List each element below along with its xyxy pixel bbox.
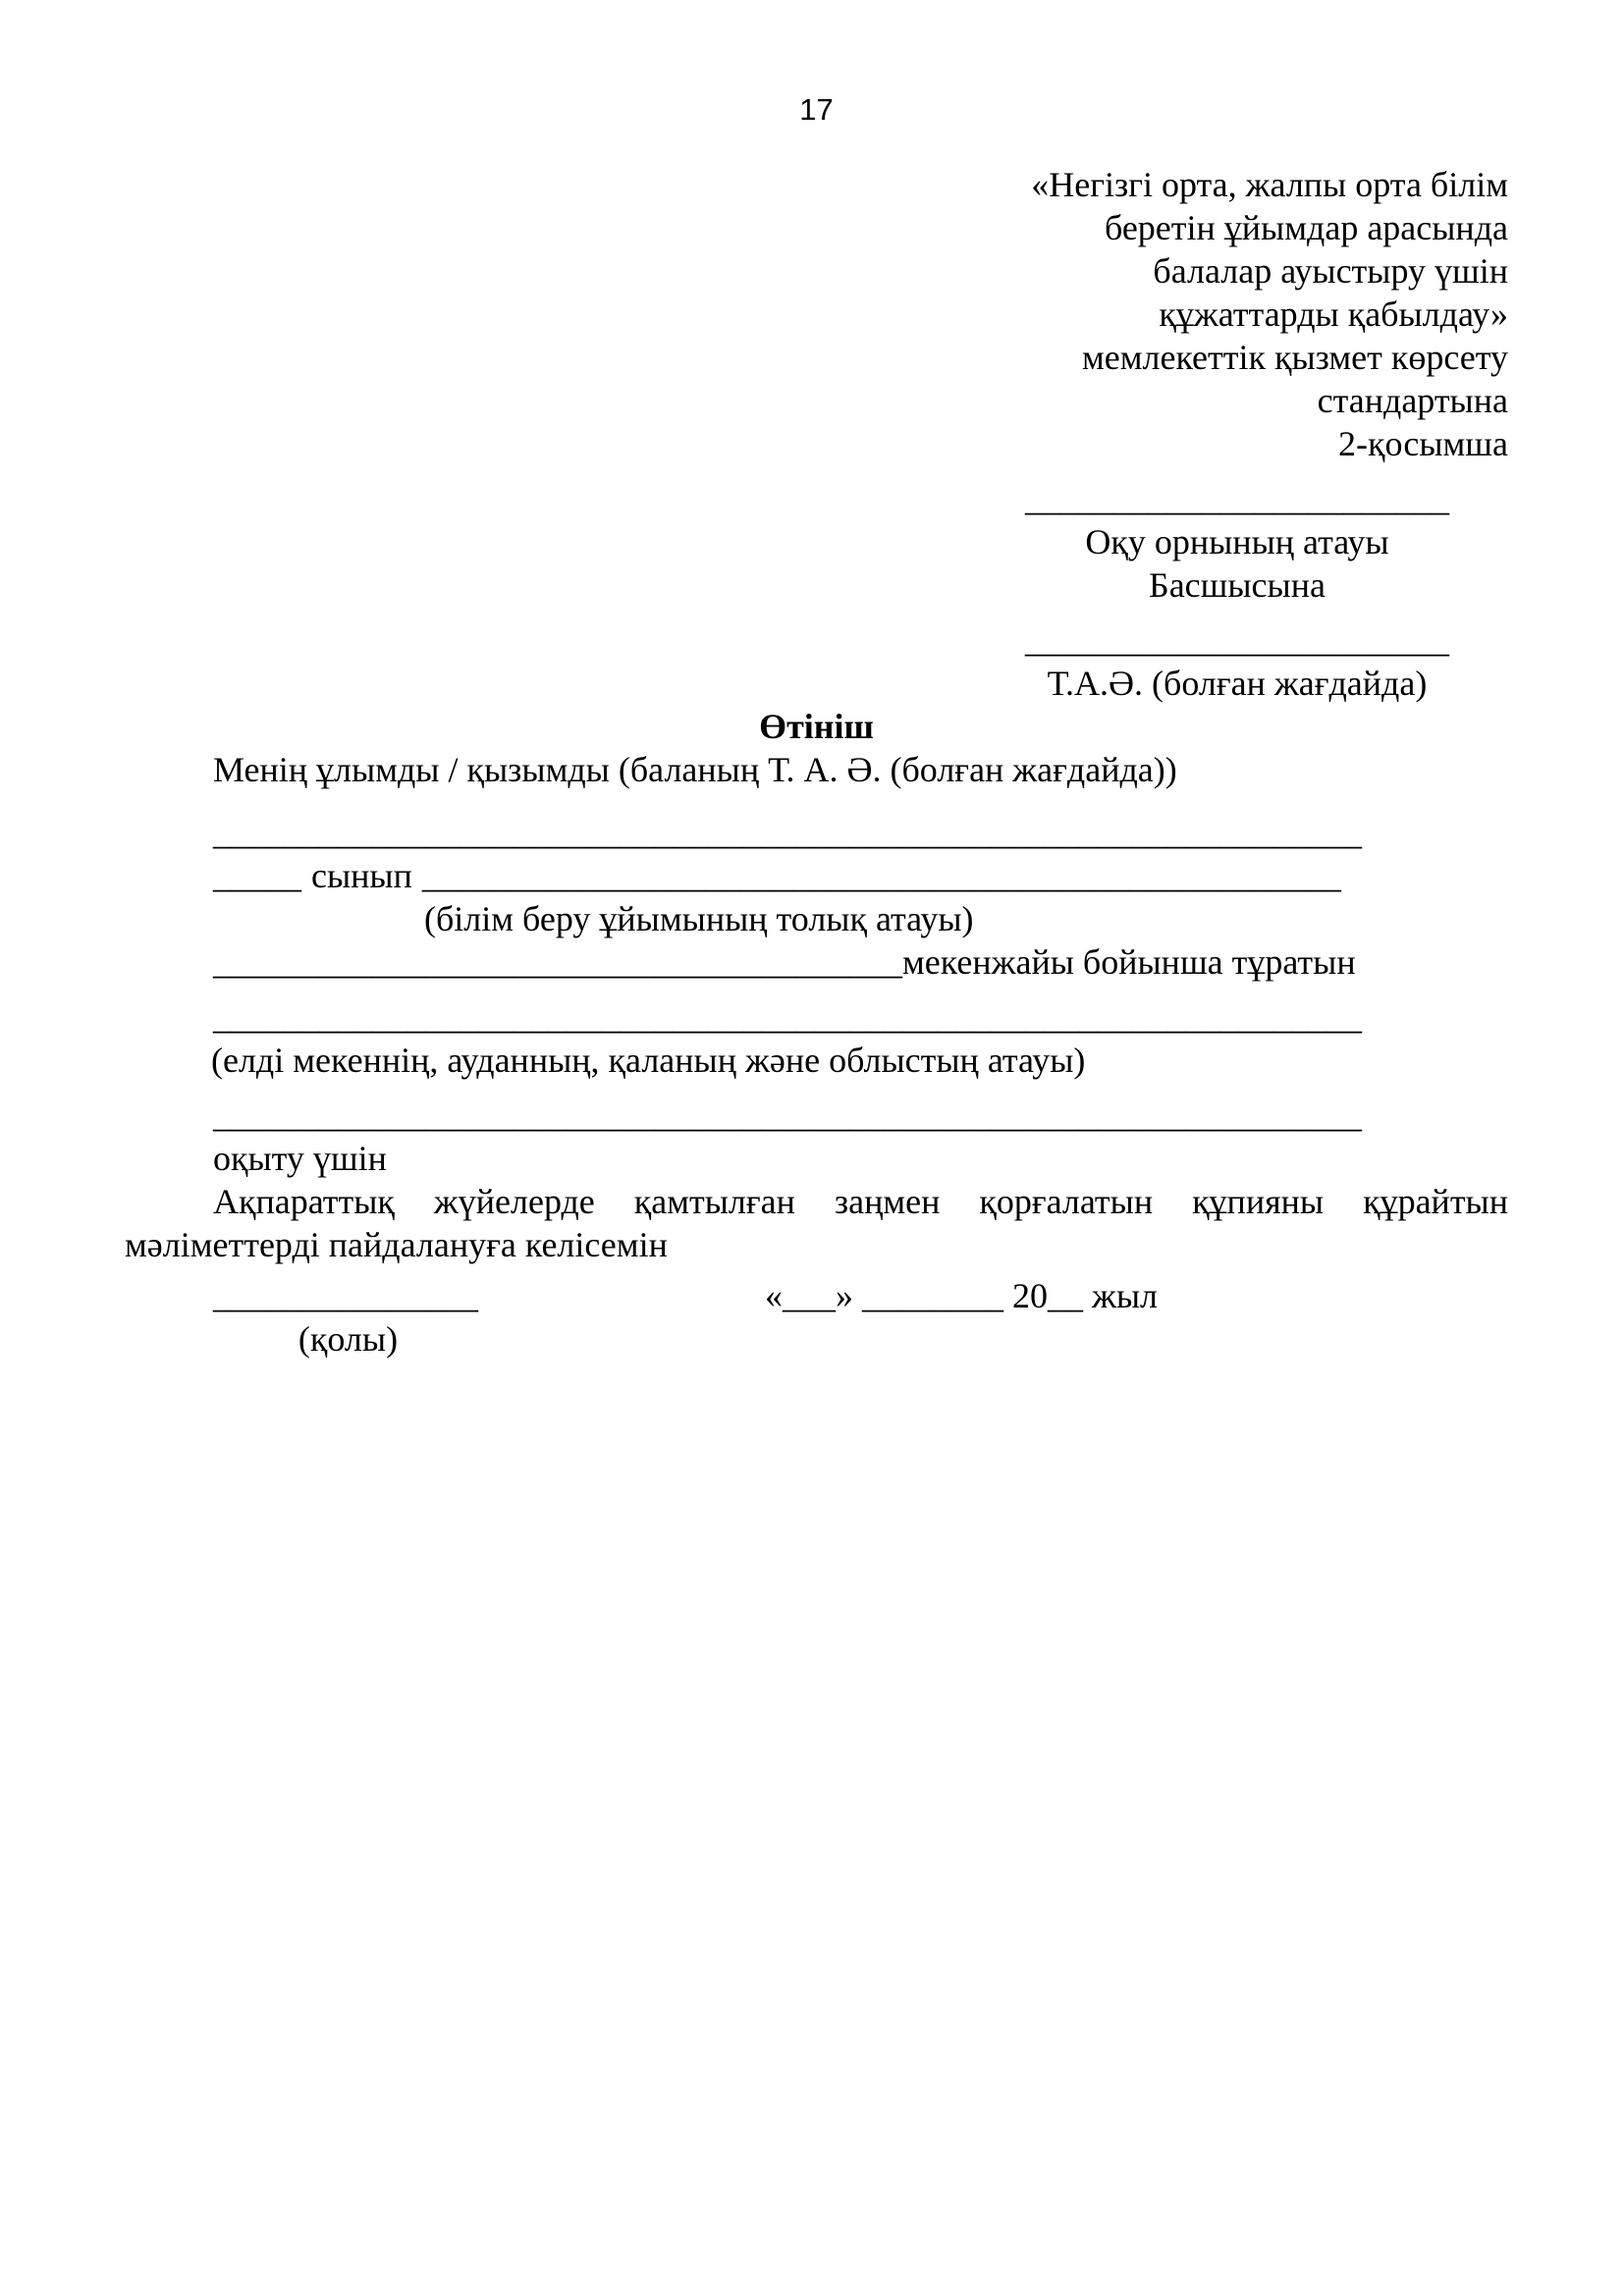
grade-blank: _____ xyxy=(213,856,301,895)
address-blank-line-3: _________________________________________________________________ xyxy=(213,1095,1362,1135)
signature-hint: (қолы) xyxy=(298,1319,399,1359)
standard-reference-line: «Негізгі орта, жалпы орта білім xyxy=(1031,165,1508,204)
to-head-label: Басшысына xyxy=(1149,565,1326,605)
signature-blank-line: _______________ xyxy=(213,1276,478,1315)
standard-reference-line: мемлекеттік қызмет көрсету xyxy=(1081,338,1508,377)
standard-reference-block xyxy=(125,163,1508,465)
address-blank: _______________________________________ xyxy=(213,942,902,982)
grade-line xyxy=(213,854,1508,897)
intro-paragraph: Менің ұлымды / қызымды (баланың Т. А. Ә. (болған жағдайда)) xyxy=(213,750,1177,789)
school-name-blank: ____________________________________________________ xyxy=(421,856,1341,895)
consent-paragraph: Ақпараттық жүйелерде қамтылған заңмен қорғалатын құпияны құрайтын мәліметтерді пайдалануға келісемін xyxy=(125,1182,1508,1264)
address-hint: (елді мекеннің, ауданның, қаланың және облыстың атауы) xyxy=(211,1041,1086,1080)
child-name-blank-line: _________________________________________________________________ xyxy=(213,813,1362,852)
application-title: Өтініш xyxy=(759,707,874,746)
school-name-hint: (білім беру ұйымының толық атауы) xyxy=(424,899,974,938)
grade-label: сынып xyxy=(311,856,412,895)
standard-reference-line: балалар ауыстыру үшін xyxy=(1153,251,1508,291)
address-label: мекенжайы бойынша тұратын xyxy=(902,942,1356,982)
address-line xyxy=(213,940,1508,984)
address-blank-line-2: _________________________________________________________________ xyxy=(213,997,1362,1037)
page-number: 17 xyxy=(799,92,834,127)
institution-name-blank-line: ________________________ xyxy=(1025,479,1449,518)
appendix-number-line: 2-қосымша xyxy=(1337,424,1508,463)
date-blank-line: «___» ________ 20__ жыл xyxy=(765,1276,1159,1315)
standard-reference-line: құжаттарды қабылдау» xyxy=(1159,294,1508,334)
signature-date-row xyxy=(213,1274,1508,1317)
standard-reference-line: беретін ұйымдар арасында xyxy=(1104,208,1508,247)
standard-reference-line: стандартына xyxy=(1317,381,1508,420)
purpose-label: оқыту үшін xyxy=(213,1139,387,1178)
institution-name-label: Оқу орнының атауы xyxy=(1085,522,1389,561)
addressee-block xyxy=(1017,477,1457,705)
head-name-blank-line: ________________________ xyxy=(1025,620,1449,660)
head-name-label: Т.А.Ә. (болған жағдайда) xyxy=(1047,664,1428,703)
